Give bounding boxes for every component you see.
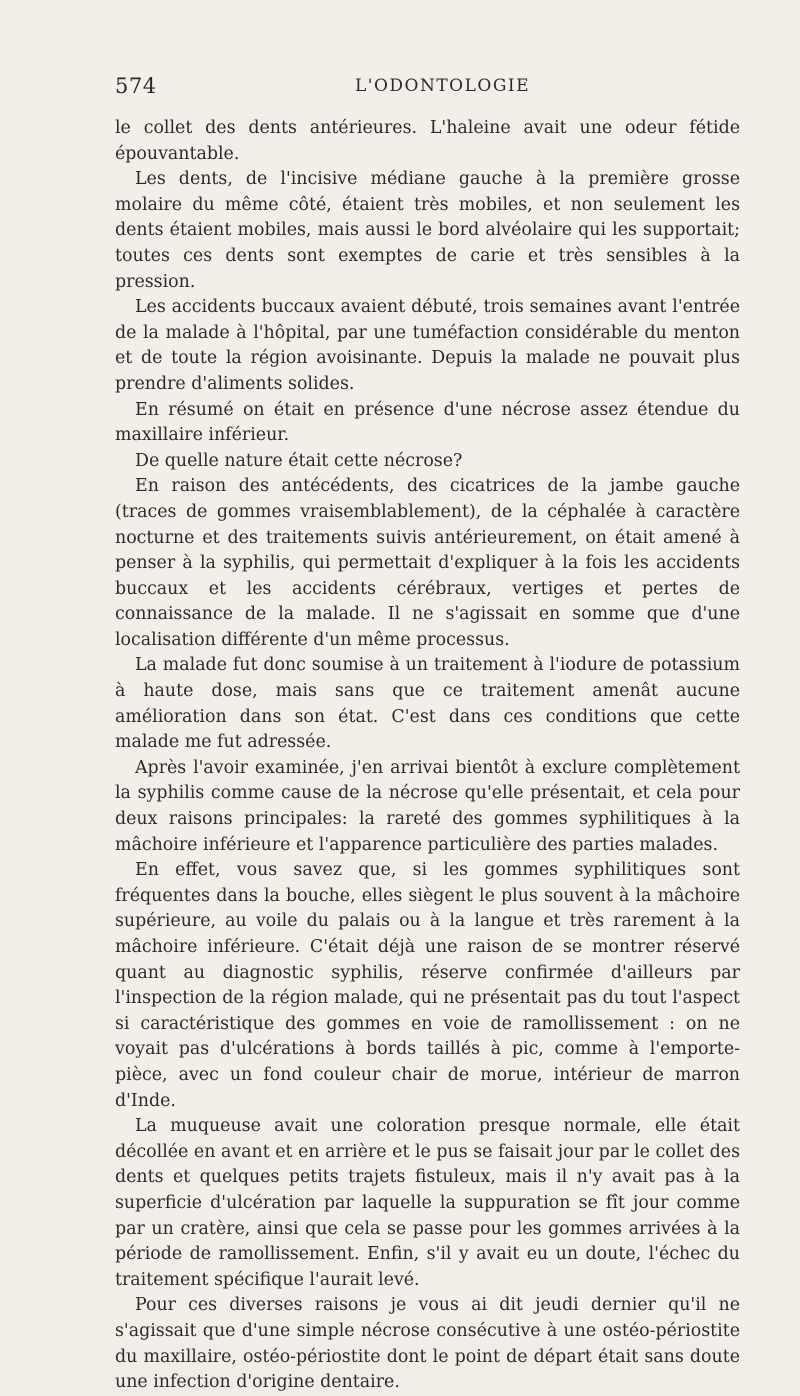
paragraph: La muqueuse avait une coloration presque normale, elle était décollée en avant et en arrière et le pus se faisait jour par le collet des dents et quelques petits trajets fistuleux, mais il n'y avait pas à la superficie d'ulcération par laquelle la suppuration se fît jour comme par un cratère, ainsi que cela se passe pour les gommes arrivées à la période de ramollissement. Enfin, s'il y avait eu un doute, l'échec du traitement spécifique l'aurait levé. <box>115 1116 740 1290</box>
paragraph: Les accidents buccaux avaient débuté, trois semaines avant l'entrée de la malade à l'hôpital, par une tuméfaction considérable du menton et de toute la région avoisinante. Depuis la malade ne pouvait plus prendre d'aliments solides. <box>115 297 740 394</box>
paragraph: le collet des dents antérieures. L'haleine avait une odeur fétide épouvantable. <box>115 118 740 164</box>
paragraph: En résumé on était en présence d'une nécrose assez étendue du maxillaire inférieur. <box>115 399 740 446</box>
paragraph: La malade fut donc soumise à un traitement à l'iodure de potassium à haute dose, mais sans que ce traitement amenât aucune amélioration dans son état. C'est dans ces conditions que cette malade me fut adressée. <box>115 655 740 753</box>
page-header <box>115 74 740 102</box>
paragraph: De quelle nature était cette nécrose? <box>135 450 463 471</box>
paragraph: Pour ces diverses raisons je vous ai dit jeudi dernier qu'il ne s'agissait que d'une simple nécrose consécutive à une ostéo-périostite du maxillaire, ostéo-périostite dont le point de départ était sans doute une infection d'origine dentaire. <box>115 1295 740 1393</box>
paragraph: Après l'avoir examinée, j'en arrivai bientôt à exclure complètement la syphilis comme cause de la nécrose qu'elle présentait, et cela pour deux raisons principales: la rareté des gommes syphilitiques à la mâchoire inférieure et l'apparence particulière des parties malades. <box>115 757 740 855</box>
running-title: L'ODONTOLOGIE <box>355 76 531 96</box>
paragraph: En effet, vous savez que, si les gommes syphilitiques sont fréquentes dans la bouche, elles siègent le plus souvent à la mâchoire supérieure, au voile du palais ou à la langue et très rarement à la mâchoire inférieure. C'était déjà une raison de se montrer réservé quant au diagnostic syphilis, réserve confirmée d'ailleurs par l'inspection de la région malade, qui ne présentait pas du tout l'aspect si caractéristique des gommes en voie de ramollissement : on ne voyait pas d'ulcérations à bords taillés à pic, comme à l'emporte-pièce, avec un fond couleur chair de morue, intérieur de marron d'Inde. <box>115 860 740 1111</box>
body-text <box>115 116 740 1396</box>
paragraph: Les dents, de l'incisive médiane gauche à la première grosse molaire du même côté, étaient très mobiles, et non seulement les dents étaient mobiles, mais aussi le bord alvéolaire qui les supportait; toutes ces dents sont exemptes de carie et très sensibles à la pression. <box>115 169 740 292</box>
page-number: 574 <box>115 74 157 98</box>
paragraph: En raison des antécédents, des cicatrices de la jambe gauche (traces de gommes vraisemblablement), de la céphalée à caractère nocturne et des traitements suivis antérieurement, on était amené à penser à la syphilis, qui permettait d'expliquer à la fois les accidents buccaux et les accidents cérébraux, vertiges et pertes de connaissance de la malade. Il ne s'agissait en somme que d'une localisation différente d'un même processus. <box>115 476 740 650</box>
